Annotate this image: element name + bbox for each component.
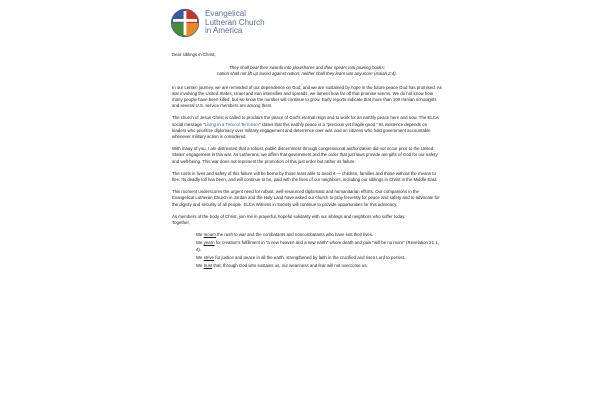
commitment-text: for creation's fulfillment in "a new heaven and a new earth" where death and pain "will be no more" (Revelation 21:1, 4). [196, 240, 439, 252]
list-item [196, 255, 442, 261]
epigraph-line: nation shall not lift up sword against nation; neither shall they learn war any more (Isaiah 2:4). [217, 71, 397, 77]
paragraph-church-peace [172, 115, 442, 140]
together-label: Together, [172, 220, 190, 226]
org-name-line: Evangelical [205, 9, 246, 19]
commitment-we: We [196, 240, 204, 246]
list-item [196, 263, 442, 269]
commitment-verb: strive [203, 254, 215, 260]
commitments-list [196, 232, 442, 269]
letterhead [170, 7, 265, 39]
org-name [205, 10, 265, 36]
paragraph-solidarity: As members of the body of Christ, join me in prayerful, hopeful solidarity with our siblings and neighbors who suffer today. [172, 213, 406, 219]
letter-body [172, 52, 442, 271]
list-item [196, 232, 442, 238]
commitment-verb: trust [203, 263, 213, 269]
elca-cross-globe-icon [170, 8, 200, 38]
paragraph-text: The church of Jesus Christ is called to proclaim the peace of God's eternal reign and to work for an earthly peace here and now. The ELCA social message " [172, 115, 439, 127]
commitment-verb: mourn [203, 232, 216, 238]
social-message-link[interactable]: Living in a Time of Terrorism [204, 121, 259, 127]
paragraph-lenten-journey: In our Lenten journey, we are reminded of our dependence on God, and we are sustained by hope in the future peace God has promised. As war involving the United States, Israel and Iran intensifies and spreads, we lament how far off that promise seems. We do not know how many people have been killed, but we know the number will continue to grow. Early reports indicate that more than 100 Iranian schoolgirls and several U.S. service members are among them. [172, 84, 442, 109]
org-name-line: Lutheran Church [205, 17, 265, 27]
commitment-text: the rush to war and the combatants and noncombatants who have lost their lives. [215, 232, 374, 238]
salutation: Dear siblings in Christ, [172, 52, 216, 57]
commitment-we: We [196, 254, 204, 260]
list-item [196, 240, 442, 252]
commitment-text: for justice and peace in all the earth, strengthened by faith in the crucified and risen Lord to persist. [214, 254, 406, 260]
commitment-verb: yearn [203, 240, 215, 246]
scripture-epigraph [172, 65, 442, 77]
paragraph-diplomacy: This moment underscores the urgent need for robust, well-resourced diplomatic and humanitarian efforts. Our companions in the Evangelical Lutheran Church in Jordan and the Holy Land have asked our church to pray fervently for peace and safety and to advocate for the dignity and security of all people. ELCA Witness in Society will continue to provide opportunities for this advocacy. [172, 189, 440, 207]
commitment-we: We [196, 232, 204, 238]
paragraph-congressional-authorization: With many of you, I am distressed that a robust, public discernment through congressional authorization did not occur prior to the United States' engagement in this war. As Lutherans, we affirm that government and the order that just laws provide are gifts of God for our safety and well-being. This war does not represent the promotion of this just order but rather its failure. [172, 146, 438, 164]
commitment-text: that, through God who sustains us, our weariness and fear will not overcome us. [212, 263, 368, 269]
org-name-line: in America [205, 26, 243, 36]
paragraph-costs: The costs in lives and safety of this failure will be borne by those least able to avoid it — children, families and those without the means to flee. Its deadly toll has been, and will continue to be, paid with the lives of our neighbors, including our siblings in Christ in the Middle East. [172, 170, 438, 183]
epigraph-line: They shall beat their swords into plowshares and their spears into pruning hooks; [229, 65, 385, 71]
paragraph-text: " states that this earthly peace is a "precious yet fragile good." Its existence depends on leaders who prioritize diplomacy over military engagement and deterrence over war, and on citizens who hold government accountable whenever military action is considered. [172, 121, 431, 140]
commitment-we: We [196, 263, 204, 269]
